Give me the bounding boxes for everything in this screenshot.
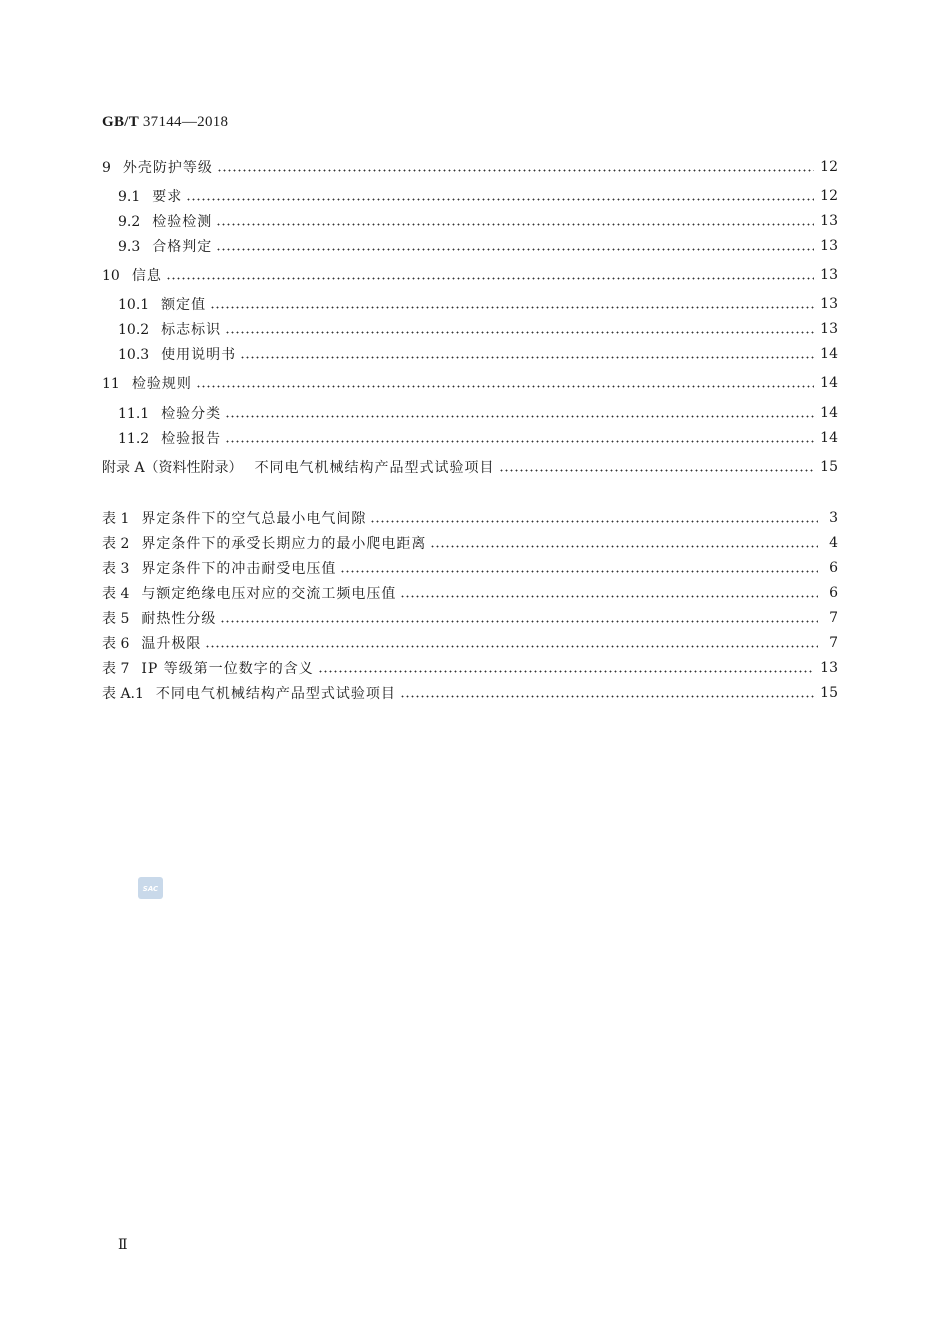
toc-entry-number: 表 2 (102, 536, 130, 552)
toc-entry-page: 13 (820, 213, 838, 229)
toc-entry-title: 额定值 (161, 297, 207, 313)
toc-entry-label (102, 265, 164, 285)
toc-leader-dots (430, 545, 818, 548)
toc-entry-number: 表 7 (102, 661, 130, 677)
table-list-entry[interactable] (102, 633, 838, 653)
toc-leader-dots (166, 277, 814, 280)
toc-entry-number: 附录 A（资料性附录） (102, 460, 243, 476)
toc-entry-number: 10.2 (118, 322, 150, 338)
toc-entry-label (102, 633, 203, 653)
toc-entry-title: 界定条件下的冲击耐受电压值 (141, 561, 337, 577)
toc-entry-label (118, 211, 214, 231)
toc-entry-number: 11.2 (118, 431, 150, 447)
toc-entry[interactable] (102, 157, 838, 177)
toc-leader-dots (205, 645, 818, 648)
toc-leader-dots (220, 620, 818, 623)
toc-entry-label (102, 508, 368, 528)
toc-entry-title: 外壳防护等级 (122, 160, 213, 176)
toc-entry-page: 7 (829, 635, 838, 651)
toc-entry-page: 7 (829, 610, 838, 626)
toc-entry-page: 12 (820, 159, 838, 175)
toc-entry-label (102, 583, 398, 603)
toc-entry-title: 信息 (131, 268, 162, 284)
toc-entry[interactable] (118, 319, 838, 339)
toc-entry-label (102, 558, 338, 578)
toc-entry-number: 11.1 (118, 406, 150, 422)
toc-entry-label (102, 683, 398, 703)
toc-entry[interactable] (118, 344, 838, 364)
toc-entry-label (118, 294, 208, 314)
toc-entry[interactable] (118, 428, 838, 448)
toc-entry-page: 14 (820, 375, 838, 391)
toc-entry-title: 温升极限 (141, 636, 202, 652)
toc-entry-number: 9.2 (118, 214, 141, 230)
table-list-entry[interactable] (102, 608, 838, 628)
toc-entry-page: 13 (820, 660, 838, 676)
toc-entry-page: 12 (820, 188, 838, 204)
toc-entry-page: 13 (820, 267, 838, 283)
table-list-entry[interactable] (102, 683, 838, 703)
toc-entry-page: 13 (820, 296, 838, 312)
toc-entry-label (102, 157, 215, 177)
toc-leader-dots (216, 248, 814, 251)
toc-entry-page: 14 (820, 430, 838, 446)
toc-entry-number: 表 6 (102, 636, 130, 652)
toc-entry-number: 10.3 (118, 347, 150, 363)
toc-leader-dots (370, 520, 818, 523)
toc-entry-page: 6 (829, 585, 838, 601)
toc-leader-dots (340, 570, 818, 573)
toc-entry-title: 标志标识 (161, 322, 222, 338)
toc-entry-number: 9 (102, 160, 111, 176)
toc-entry-number: 9.1 (118, 189, 141, 205)
table-list-entry[interactable] (102, 583, 838, 603)
toc-entry-title: 界定条件下的空气总最小电气间隙 (141, 511, 367, 527)
toc-entry-page: 13 (820, 238, 838, 254)
toc-entry-label (102, 608, 218, 628)
toc-entry-title: 检验检测 (152, 214, 213, 230)
page-number: Ⅱ (118, 1237, 128, 1253)
toc-entry-page: 3 (829, 510, 838, 526)
standard-number: 37144—2018 (142, 114, 229, 130)
toc-entry-number: 表 A.1 (102, 686, 144, 702)
sac-logo-icon (137, 876, 164, 900)
toc-entry-page: 14 (820, 405, 838, 421)
table-list-entry[interactable] (102, 558, 838, 578)
toc-entry-number: 9.3 (118, 239, 141, 255)
table-list-entry[interactable] (102, 533, 838, 553)
toc-entry[interactable] (102, 265, 838, 285)
toc-entry-label (102, 457, 497, 477)
standard-prefix: GB/T (102, 114, 139, 130)
toc-entry[interactable] (118, 294, 838, 314)
toc-leader-dots (400, 695, 814, 698)
toc-entry-label (118, 236, 214, 256)
toc-entry-title: 合格判定 (152, 239, 213, 255)
document-header (102, 114, 228, 131)
toc-entry-number: 11 (102, 376, 120, 392)
toc-entry[interactable] (102, 373, 838, 393)
toc-leader-dots (318, 670, 814, 673)
toc-entry-label (118, 319, 223, 339)
toc-entry-number: 10.1 (118, 297, 150, 313)
toc-leader-dots (216, 223, 814, 226)
toc-entry-page: 15 (820, 685, 838, 701)
toc-entry-title: 不同电气机械结构产品型式试验项目 (254, 460, 495, 476)
toc-leader-dots (210, 306, 814, 309)
toc-leader-dots (186, 198, 814, 201)
toc-entry-label (102, 533, 428, 553)
table-list-entry[interactable] (102, 508, 838, 528)
toc-entry-page: 15 (820, 459, 838, 475)
toc-entry[interactable] (118, 403, 838, 423)
toc-entry-number: 表 3 (102, 561, 130, 577)
toc-entry-page: 13 (820, 321, 838, 337)
toc-entry-title: 与额定绝缘电压对应的交流工频电压值 (141, 586, 397, 602)
toc-entry-label (102, 658, 316, 678)
toc-entry-label (118, 186, 184, 206)
toc-entry[interactable] (102, 457, 838, 477)
toc-entry[interactable] (118, 236, 838, 256)
toc-leader-dots (225, 440, 814, 443)
toc-leader-dots (225, 331, 814, 334)
toc-entry-label (118, 428, 223, 448)
toc-leader-dots (217, 169, 814, 172)
toc-entry-title: 耐热性分级 (141, 611, 217, 627)
toc-entry[interactable] (118, 211, 838, 231)
toc-leader-dots (225, 415, 814, 418)
toc-entry-number: 10 (102, 268, 120, 284)
toc-entry-title: 界定条件下的承受长期应力的最小爬电距离 (141, 536, 427, 552)
toc-entry-number: 表 5 (102, 611, 130, 627)
toc-entry-title: IP 等级第一位数字的含义 (141, 661, 314, 677)
toc-entry-title: 不同电气机械结构产品型式试验项目 (155, 686, 396, 702)
toc-leader-dots (196, 385, 814, 388)
toc-entry-title: 检验报告 (161, 431, 222, 447)
toc-entry-title: 检验规则 (131, 376, 192, 392)
toc-entry-page: 4 (829, 535, 838, 551)
toc-leader-dots (400, 595, 818, 598)
toc-entry-title: 检验分类 (161, 406, 222, 422)
toc-entry-title: 使用说明书 (161, 347, 237, 363)
toc-leader-dots (499, 469, 815, 472)
toc-entry-page: 14 (820, 346, 838, 362)
toc-entry-number: 表 4 (102, 586, 130, 602)
table-list-entry[interactable] (102, 658, 838, 678)
toc-entry-page: 6 (829, 560, 838, 576)
toc-entry-title: 要求 (152, 189, 183, 205)
toc-entry-label (118, 344, 238, 364)
toc-entry-label (118, 403, 223, 423)
svg-text:SAC: SAC (142, 885, 159, 893)
toc-entry-number: 表 1 (102, 511, 130, 527)
toc-entry-label (102, 373, 194, 393)
toc-leader-dots (240, 356, 814, 359)
toc-entry[interactable] (118, 186, 838, 206)
